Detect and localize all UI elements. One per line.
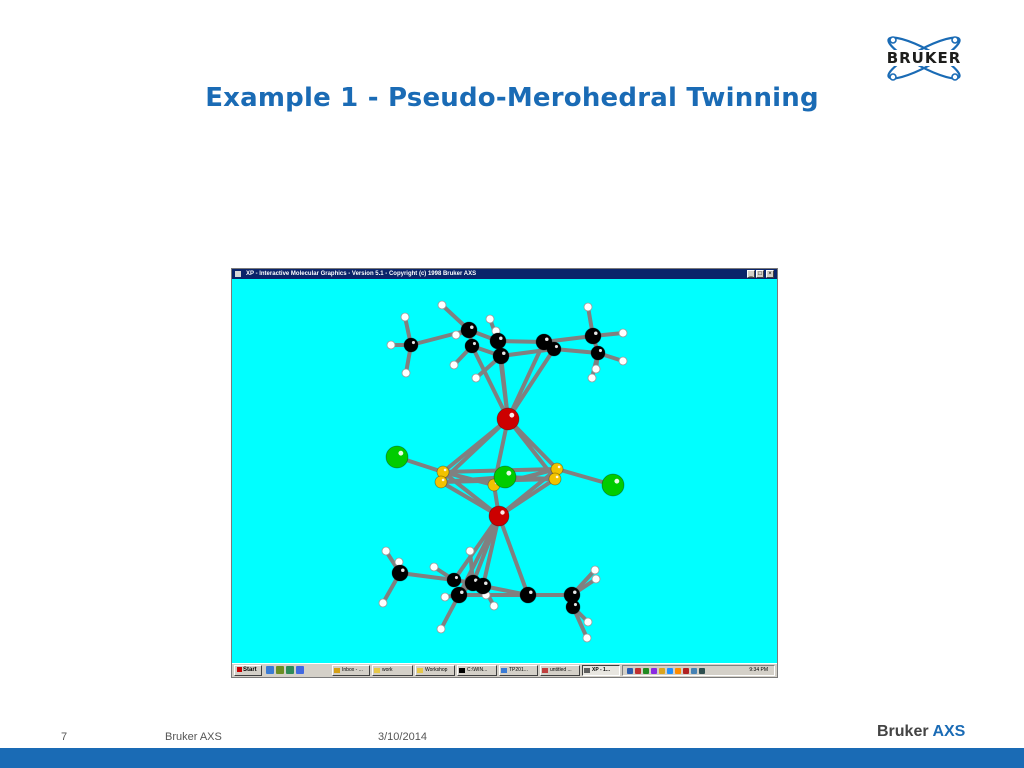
taskbar-task-button[interactable] <box>499 665 538 676</box>
hydrogen-atom <box>588 374 596 382</box>
carbon-atom <box>465 339 479 353</box>
start-button[interactable] <box>234 665 262 676</box>
carbon-atom <box>475 578 491 594</box>
taskbar-task-label: Workshop <box>425 667 448 673</box>
taskbar-task-label: C:\WIN... <box>467 667 488 673</box>
folder-icon <box>417 668 423 673</box>
window-titlebar <box>232 269 777 279</box>
hydrogen-atom <box>402 369 410 377</box>
paint-icon <box>542 668 548 673</box>
app-icon <box>501 668 507 673</box>
footer-company: Bruker AXS <box>165 731 222 743</box>
start-label: Start <box>243 667 257 673</box>
carbon-atom <box>451 587 467 603</box>
tray-messenger-icon[interactable] <box>667 668 673 674</box>
chlorine-atom <box>602 474 624 496</box>
tray-antivirus-icon[interactable] <box>635 668 641 674</box>
carbon-atom <box>564 587 580 603</box>
taskbar-task-label: XP - 1... <box>592 667 610 673</box>
hydrogen-atom <box>437 625 445 633</box>
page-number: 7 <box>61 731 68 743</box>
taskbar-task-button[interactable] <box>582 665 620 676</box>
hydrogen-atom <box>441 593 449 601</box>
carbon-atom <box>404 338 418 352</box>
footer-brand-accent: AXS <box>932 723 966 740</box>
close-button[interactable]: × <box>766 270 774 278</box>
hydrogen-atom <box>438 301 446 309</box>
minimize-button[interactable]: _ <box>747 270 755 278</box>
taskbar-task-label: work <box>382 667 393 673</box>
taskbar-task-label: TP201... <box>509 667 528 673</box>
carbon-atom <box>536 334 552 350</box>
taskbar-task-label: Inbox - ... <box>342 667 363 673</box>
ie-icon[interactable] <box>266 666 274 674</box>
carbon-atom <box>392 565 408 581</box>
bruker-logo-text: BRUKER <box>886 49 962 67</box>
bruker-logo <box>868 28 980 88</box>
taskbar-task-button[interactable] <box>540 665 580 676</box>
carbon-atom <box>520 587 536 603</box>
carbon-atom <box>591 346 605 360</box>
hydrogen-atom <box>584 618 592 626</box>
tray-sync-icon[interactable] <box>691 668 697 674</box>
hydrogen-atom <box>382 547 390 555</box>
hydrogen-atom <box>452 331 460 339</box>
carbon-atom <box>461 322 477 338</box>
hydrogen-atom <box>591 566 599 574</box>
tray-printer-icon[interactable] <box>643 668 649 674</box>
taskbar-task-button[interactable] <box>332 665 370 676</box>
footer-brand <box>877 723 965 741</box>
slide-title: Example 1 - Pseudo-Merohedral Twinning <box>205 83 819 113</box>
hydrogen-atom <box>592 575 600 583</box>
xp-window-screenshot <box>231 268 778 678</box>
console-icon <box>459 668 465 673</box>
tray-update-icon[interactable] <box>675 668 681 674</box>
chlorine-atom <box>386 446 408 468</box>
taskbar-task-button[interactable] <box>415 665 455 676</box>
hydrogen-atom <box>486 315 494 323</box>
window-title: XP - Interactive Molecular Graphics - Version 5.1 - Copyright (c) 1998 Bruker AXS <box>246 271 477 277</box>
hydrogen-atom <box>490 602 498 610</box>
molecule-canvas[interactable] <box>232 279 777 663</box>
hydrogen-atom <box>466 547 474 555</box>
hydrogen-atom <box>584 303 592 311</box>
outlook-icon[interactable] <box>276 666 284 674</box>
carbon-atom <box>493 348 509 364</box>
hydrogen-atom <box>619 329 627 337</box>
taskbar-task-label: untitled ... <box>550 667 572 673</box>
hydrogen-atom <box>583 634 591 642</box>
hydrogen-atom <box>450 361 458 369</box>
hydrogen-atom <box>619 357 627 365</box>
sulfur-atom <box>549 473 561 485</box>
hydrogen-atom <box>430 563 438 571</box>
system-tray <box>622 665 775 676</box>
footer-date: 3/10/2014 <box>378 731 427 743</box>
bottom-band <box>0 748 1024 768</box>
windows-flag-icon <box>237 667 242 672</box>
chlorine-atom <box>494 466 516 488</box>
xp-icon <box>584 668 590 673</box>
taskbar <box>232 663 777 677</box>
metal-atom <box>497 408 519 430</box>
hydrogen-atom <box>387 341 395 349</box>
hydrogen-atom <box>379 599 387 607</box>
carbon-atom <box>490 333 506 349</box>
mail-icon <box>334 668 340 673</box>
tray-network-icon[interactable] <box>627 668 633 674</box>
excel-icon[interactable] <box>286 666 294 674</box>
desktop-icon[interactable] <box>296 666 304 674</box>
tray-security-icon[interactable] <box>683 668 689 674</box>
hydrogen-atom <box>401 313 409 321</box>
bond <box>508 349 554 419</box>
tray-power-icon[interactable] <box>699 668 705 674</box>
maximize-button[interactable]: □ <box>756 270 764 278</box>
taskbar-clock: 9:34 PM <box>749 667 768 673</box>
hydrogen-atom <box>472 374 480 382</box>
tray-display-icon[interactable] <box>651 668 657 674</box>
carbon-atom <box>585 328 601 344</box>
taskbar-task-button[interactable] <box>372 665 413 676</box>
carbon-atom <box>447 573 461 587</box>
hydrogen-atom <box>592 365 600 373</box>
taskbar-task-button[interactable] <box>457 665 497 676</box>
bond <box>499 516 528 595</box>
tray-volume-icon[interactable] <box>659 668 665 674</box>
app-icon <box>235 271 241 277</box>
sulfur-atom <box>435 476 447 488</box>
metal-atom <box>489 506 509 526</box>
footer-brand-main: Bruker <box>877 723 929 740</box>
folder-icon <box>374 668 380 673</box>
